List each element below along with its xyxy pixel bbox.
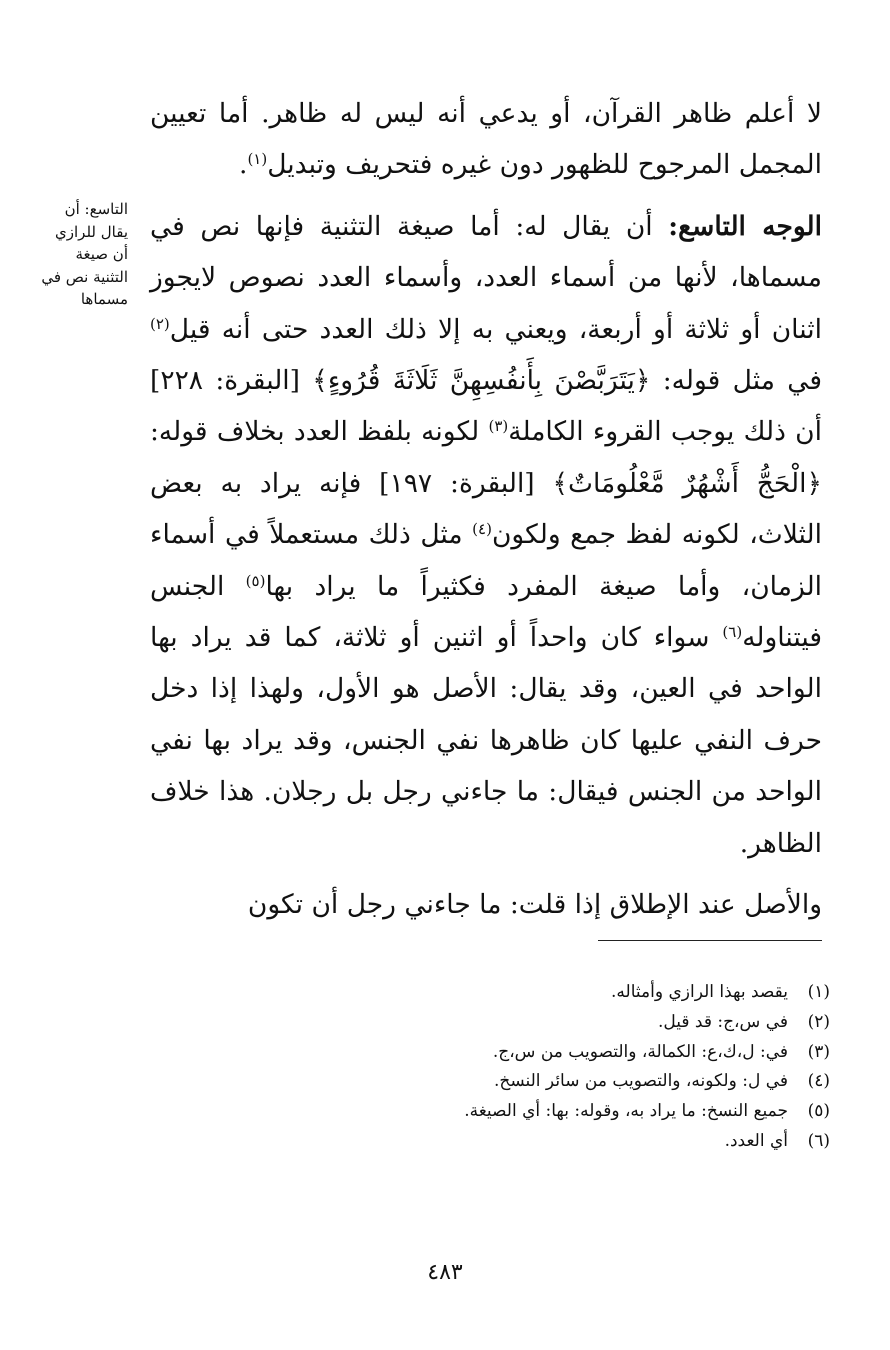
margin-note-line: يقال للرازي [55,222,128,241]
footnote-ref: (٤) [472,520,492,539]
text-run: . [239,149,248,181]
footnote-number: (٥) [807,1101,830,1122]
text-run: الجنس فيتناوله [150,570,822,654]
text-run: أن يقال له: أما صيغة التثنية فإنها نص في مسماها، لأنها من أسماء العدد، وأسماء العدد نصوص لايجوز اثنان أو ثلاثة أو أربعة، ويعني به إلا ذلك العدد حتى أنه قيل [150,210,822,345]
page-number: ٤٨٣ [427,1260,463,1285]
text-run: مثل ذلك مستعملاً في أسماء الزمان، وأما صيغة المفرد فكثيراً ما يراد بها [150,519,823,602]
margin-note-line: التثنية نص في [41,267,128,286]
footnote-item [300,1008,830,1038]
footnote-text: في ل: ولكونه، والتصويب من سائر النسخ. [493,1071,788,1092]
margin-note-line: التاسع: أن [64,200,128,218]
footnote-item [300,1097,830,1127]
footnote-ref: (١) [247,150,268,169]
margin-note-line: أن صيغة [75,245,128,263]
footnote-item [300,978,830,1008]
main-text-block [150,88,822,931]
section-heading: الوجه التاسع: [668,210,822,242]
margin-note [28,198,128,311]
footnote-item [300,1067,830,1097]
text-run: في مثل قوله: ﴿يَتَرَبَّصْنَ بِأَنفُسِهِنَّ ثَلَاثَةَ قُرُوءٍ﴾ [البقرة: ٢٢٨] أن ذلك يوجب القروء الكاملة [150,365,822,448]
footnote-text: أي العدد. [724,1130,788,1151]
footnotes-list [300,978,830,1157]
footnote-number: (٢) [807,1011,830,1032]
footnote-item [300,1127,830,1157]
footnote-number: (١) [807,982,830,1002]
footnote-number: (٤) [807,1071,830,1092]
footnote-ref: (٣) [488,417,509,436]
margin-note-line: مسماها [80,290,128,308]
footnote-item [300,1038,830,1068]
footnote-ref: (٢) [150,314,170,333]
paragraph-1 [150,88,822,191]
text-run: لكونه بلفظ العدد بخلاف قوله: ﴿الْحَجُّ أَشْهُرٌ مَّعْلُومَاتٌ﴾ [البقرة: ١٩٧] فإنه يراد به بعض الثلاث، لكونه لفظ جمع ولكون [150,416,822,551]
footnote-text: في: ل،ك،ع: الكمالة، والتصويب من س،ج. [492,1041,788,1062]
footnote-number: (٣) [807,1041,830,1062]
paragraph-2 [150,201,822,869]
text-run: لا أعلم ظاهر القرآن، أو يدعي أنه ليس له ظاهر. أما تعيين المجمل المرجوح للظهور دون غيره فتحريف وتبديل [150,98,822,181]
text-run: سواء كان واحداً أو اثنين أو ثلاثة، كما قد يراد بها الواحد في العين، وقد يقال: الأصل هو الأول، ولهذا إذا دخل حرف النفي عليها كان ظاهرها نفي الجنس، وقد يراد بها نفي الواحد من الجنس فيقال: ما جاءني رجل بل رجلان. هذا خلاف الظاهر. [150,622,822,859]
footnote-text: جميع النسخ: ما يراد به، وقوله: بها: أي الصيغة. [464,1101,788,1122]
footnote-number: (٦) [807,1130,830,1151]
footnote-text: في س،ج: قد قيل. [657,1011,788,1032]
footnote-ref: (٥) [245,571,266,590]
footnote-ref: (٦) [722,623,743,642]
paragraph-3: والأصل عند الإطلاق إذا قلت: ما جاءني رجل أن تكون [247,889,822,921]
footnote-text: يقصد بهذا الرازي وأمثاله. [611,982,788,1002]
footnote-divider [598,940,822,941]
